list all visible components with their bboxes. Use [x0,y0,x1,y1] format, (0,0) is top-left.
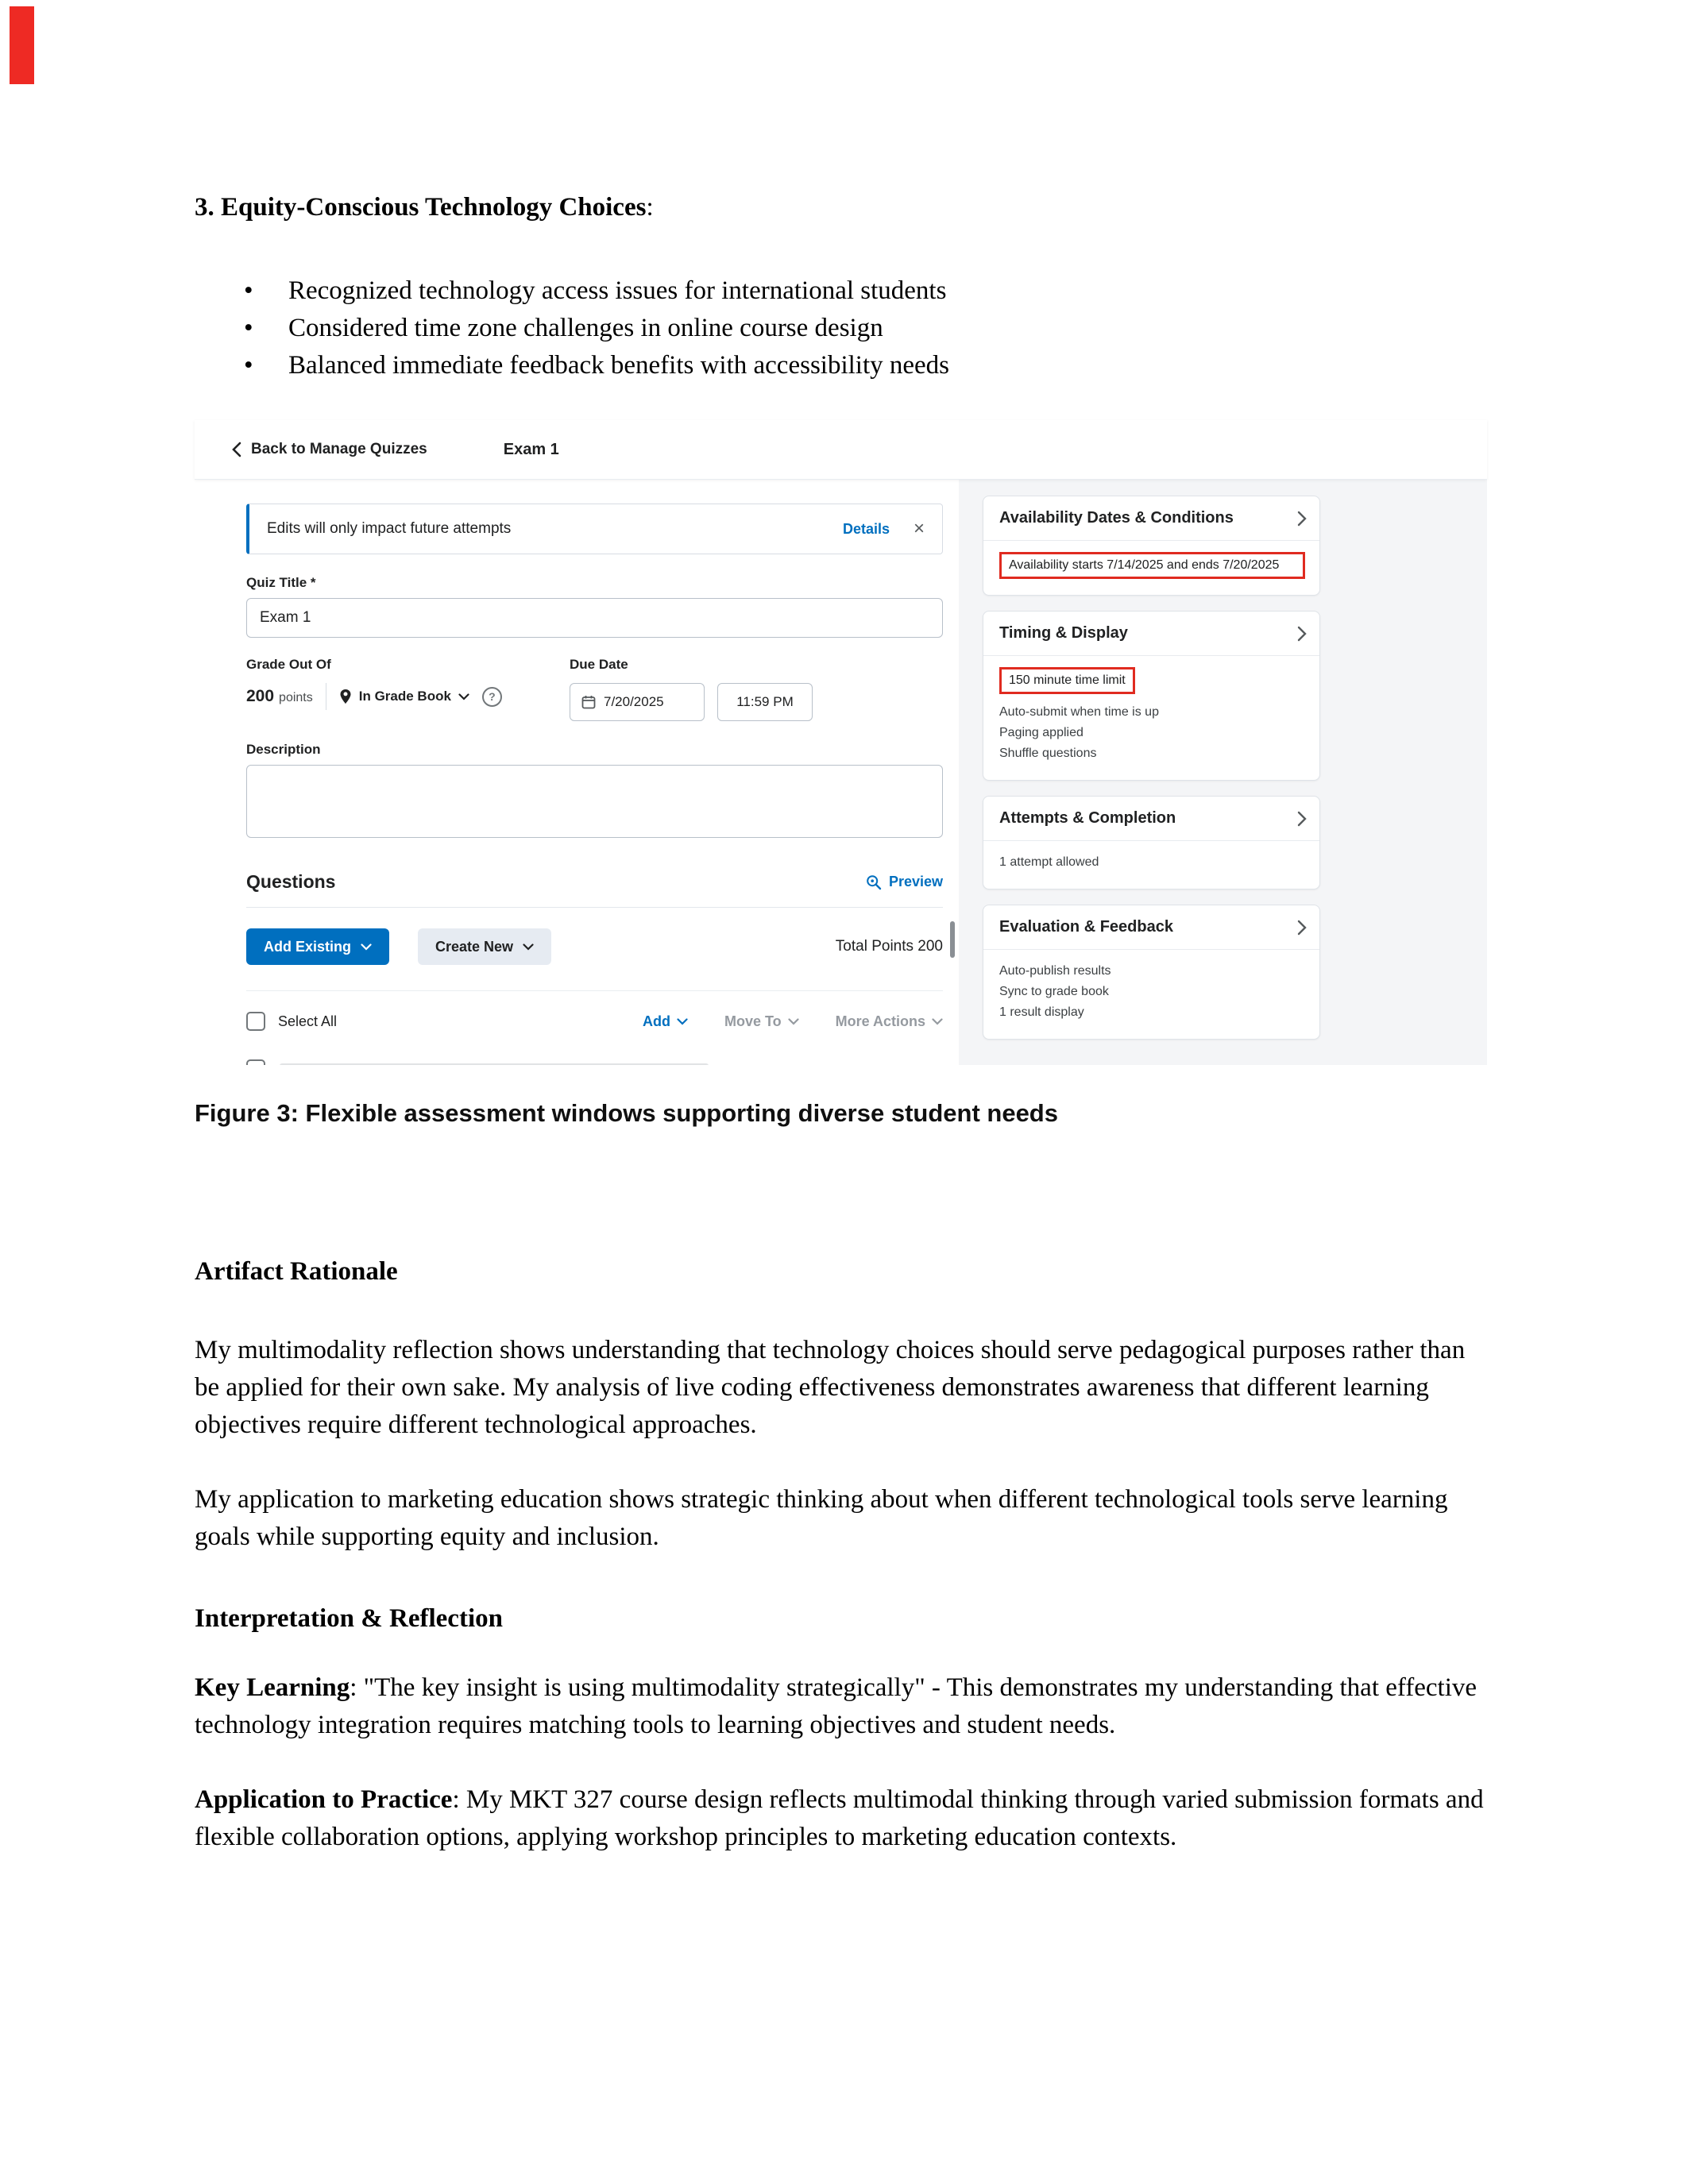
evaluation-feedback-card-header[interactable] [983,905,1319,950]
questions-header [246,871,943,908]
quiz-title-tab[interactable]: Exam 1 [503,440,559,458]
chevron-down-icon [458,693,469,700]
paragraph: My application to marketing education shows strategic thinking about when different technological tools serve learning goals while supporting equity and inclusion. [195,1485,1448,1551]
add-label: Add [642,1013,670,1029]
select-all-label: Select All [278,1013,338,1029]
move-to-dropdown[interactable] [724,1013,799,1030]
quiz-title-label: Quiz Title * [246,575,316,590]
select-all-row [246,990,943,1031]
add-dropdown[interactable] [643,1013,688,1030]
grade-due-row [246,657,943,721]
preview-label: Preview [888,874,943,889]
chevron-down-icon [523,943,534,951]
section-heading-colon: : [646,193,654,222]
chevron-right-icon [1297,811,1307,827]
question-actions-row [246,928,943,965]
location-pin-icon [339,689,352,704]
setting-line: Auto-submit when time is up [999,705,1159,719]
truncated-question-text [280,1063,709,1066]
more-actions-label: More Actions [835,1013,925,1029]
points-value[interactable] [246,687,313,706]
list-item: • Recognized technology access issues for international students [195,272,1493,310]
more-actions-dropdown[interactable] [836,1013,943,1030]
application-label: Application to Practice [195,1785,453,1814]
grade-out-of-label: Grade Out Of [246,657,331,672]
description-textarea[interactable] [246,765,943,838]
due-time-input[interactable] [717,683,813,721]
card-title: Timing & Display [999,624,1128,642]
preview-magnifier-icon [866,874,882,890]
setting-line: Auto-publish results [999,964,1111,978]
questions-heading: Questions [246,871,336,892]
in-grade-book-label: In Grade Book [358,689,451,704]
notice-actions [843,519,925,538]
setting-line: Sync to grade book [999,985,1109,998]
card-title: Availability Dates & Conditions [999,509,1234,527]
availability-highlight: Availability starts 7/14/2025 and ends 7/20/2025 [999,552,1305,579]
key-learning-text: : "The key insight is using multimodality strategically" - This demonstrates my understanding that effective technology integration requires matching tools to learning objectives and student needs. [195,1673,1477,1739]
key-learning-label: Key Learning [195,1673,350,1702]
details-link[interactable]: Details [842,520,890,537]
quiz-editor-topbar [195,420,1487,480]
due-date-group [570,657,943,721]
paragraph: My multimodality reflection shows understanding that technology choices should serve pedagogical purposes rather than be applied for their own sake. My analysis of live coding effectiveness demonstrates awareness that different learning objectives require different technological approaches. [195,1336,1466,1439]
setting-line: Shuffle questions [999,747,1097,760]
add-existing-label: Add Existing [264,938,352,955]
chevron-down-icon [677,1018,688,1025]
figure-caption: Figure 3: Flexible assessment windows supporting diverse student needs [195,1099,1058,1127]
points-number: 200 [246,687,275,705]
card-title: Attempts & Completion [999,809,1176,827]
back-link-label: Back to Manage Quizzes [251,441,427,457]
due-date-input[interactable] [570,683,705,721]
card-title: Evaluation & Feedback [999,918,1173,936]
in-grade-book-dropdown[interactable] [339,689,469,704]
add-existing-button[interactable] [246,928,389,965]
chevron-left-icon [231,442,241,457]
quiz-editor-screenshot [195,420,1487,1065]
description-label: Description [246,742,321,757]
section-heading-bold: 3. Equity-Conscious Technology Choices [195,193,647,222]
chevron-right-icon [1297,920,1307,936]
setting-line: Paging applied [999,726,1083,739]
attempts-completion-card-header[interactable] [983,797,1319,841]
create-new-label: Create New [435,938,514,955]
application-text: : My MKT 327 course design reflects multimodal thinking through varied submission formats and flexible collaboration options, applying workshop principles to marketing education contexts. [195,1785,1484,1851]
chevron-right-icon [1297,511,1307,527]
interpretation-reflection-heading: Interpretation & Reflection [195,1604,503,1633]
red-corner-marker [10,6,34,84]
bulk-actions [643,1013,943,1030]
timing-display-card [983,611,1320,781]
paragraph [195,1669,1493,1744]
due-time-value: 11:59 PM [736,694,794,709]
notice-text: Edits will only impact future attempts [267,520,512,537]
scrollbar-thumb[interactable] [950,921,955,958]
future-attempts-notice [246,504,943,554]
grade-value-row [246,683,570,710]
setting-line: 1 attempt allowed [999,855,1099,869]
list-item: • Considered time zone challenges in online course design [195,310,1493,347]
question-checkbox[interactable] [246,1059,265,1065]
grade-out-of-group [246,657,570,721]
due-date-label: Due Date [570,657,628,672]
chevron-down-icon [788,1018,799,1025]
time-limit-highlight: 150 minute time limit [999,667,1135,694]
bullet-list [195,272,1493,384]
availability-card-header[interactable] [983,496,1319,541]
availability-card-body [983,541,1319,595]
points-unit: points [279,691,313,704]
artifact-rationale-heading: Artifact Rationale [195,1257,398,1286]
timing-display-card-header[interactable] [983,612,1319,656]
quiz-title-input[interactable]: Exam 1 [246,598,943,638]
availability-card [983,496,1320,596]
attempts-completion-card [983,796,1320,889]
calendar-icon [581,695,596,709]
quiz-editor-body [195,480,1487,1065]
due-date-inputs [570,683,943,721]
create-new-button[interactable] [418,928,551,965]
evaluation-feedback-card-body [983,950,1319,1039]
paragraph [195,1781,1493,1856]
chevron-down-icon [361,943,372,951]
timing-display-card-body [983,656,1319,780]
truncated-question-row [246,1059,943,1065]
quiz-settings-panel [959,480,1487,1065]
list-item: • Balanced immediate feedback benefits with accessibility needs [195,347,1493,384]
quiz-edit-panel [195,480,959,1065]
chevron-down-icon [932,1018,943,1025]
setting-line: 1 result display [999,1005,1084,1019]
back-to-manage-quizzes-link[interactable] [231,441,427,458]
select-all-checkbox[interactable] [246,1012,265,1031]
chevron-right-icon [1297,626,1307,642]
section-heading [195,189,1493,226]
help-icon[interactable]: ? [482,687,502,707]
attempts-completion-card-body [983,841,1319,889]
preview-button[interactable] [866,874,943,890]
evaluation-feedback-card [983,905,1320,1040]
move-to-label: Move To [724,1013,782,1029]
total-points: Total Points 200 [835,938,943,955]
due-date-value: 7/20/2025 [604,694,664,709]
close-icon[interactable]: × [913,518,925,539]
